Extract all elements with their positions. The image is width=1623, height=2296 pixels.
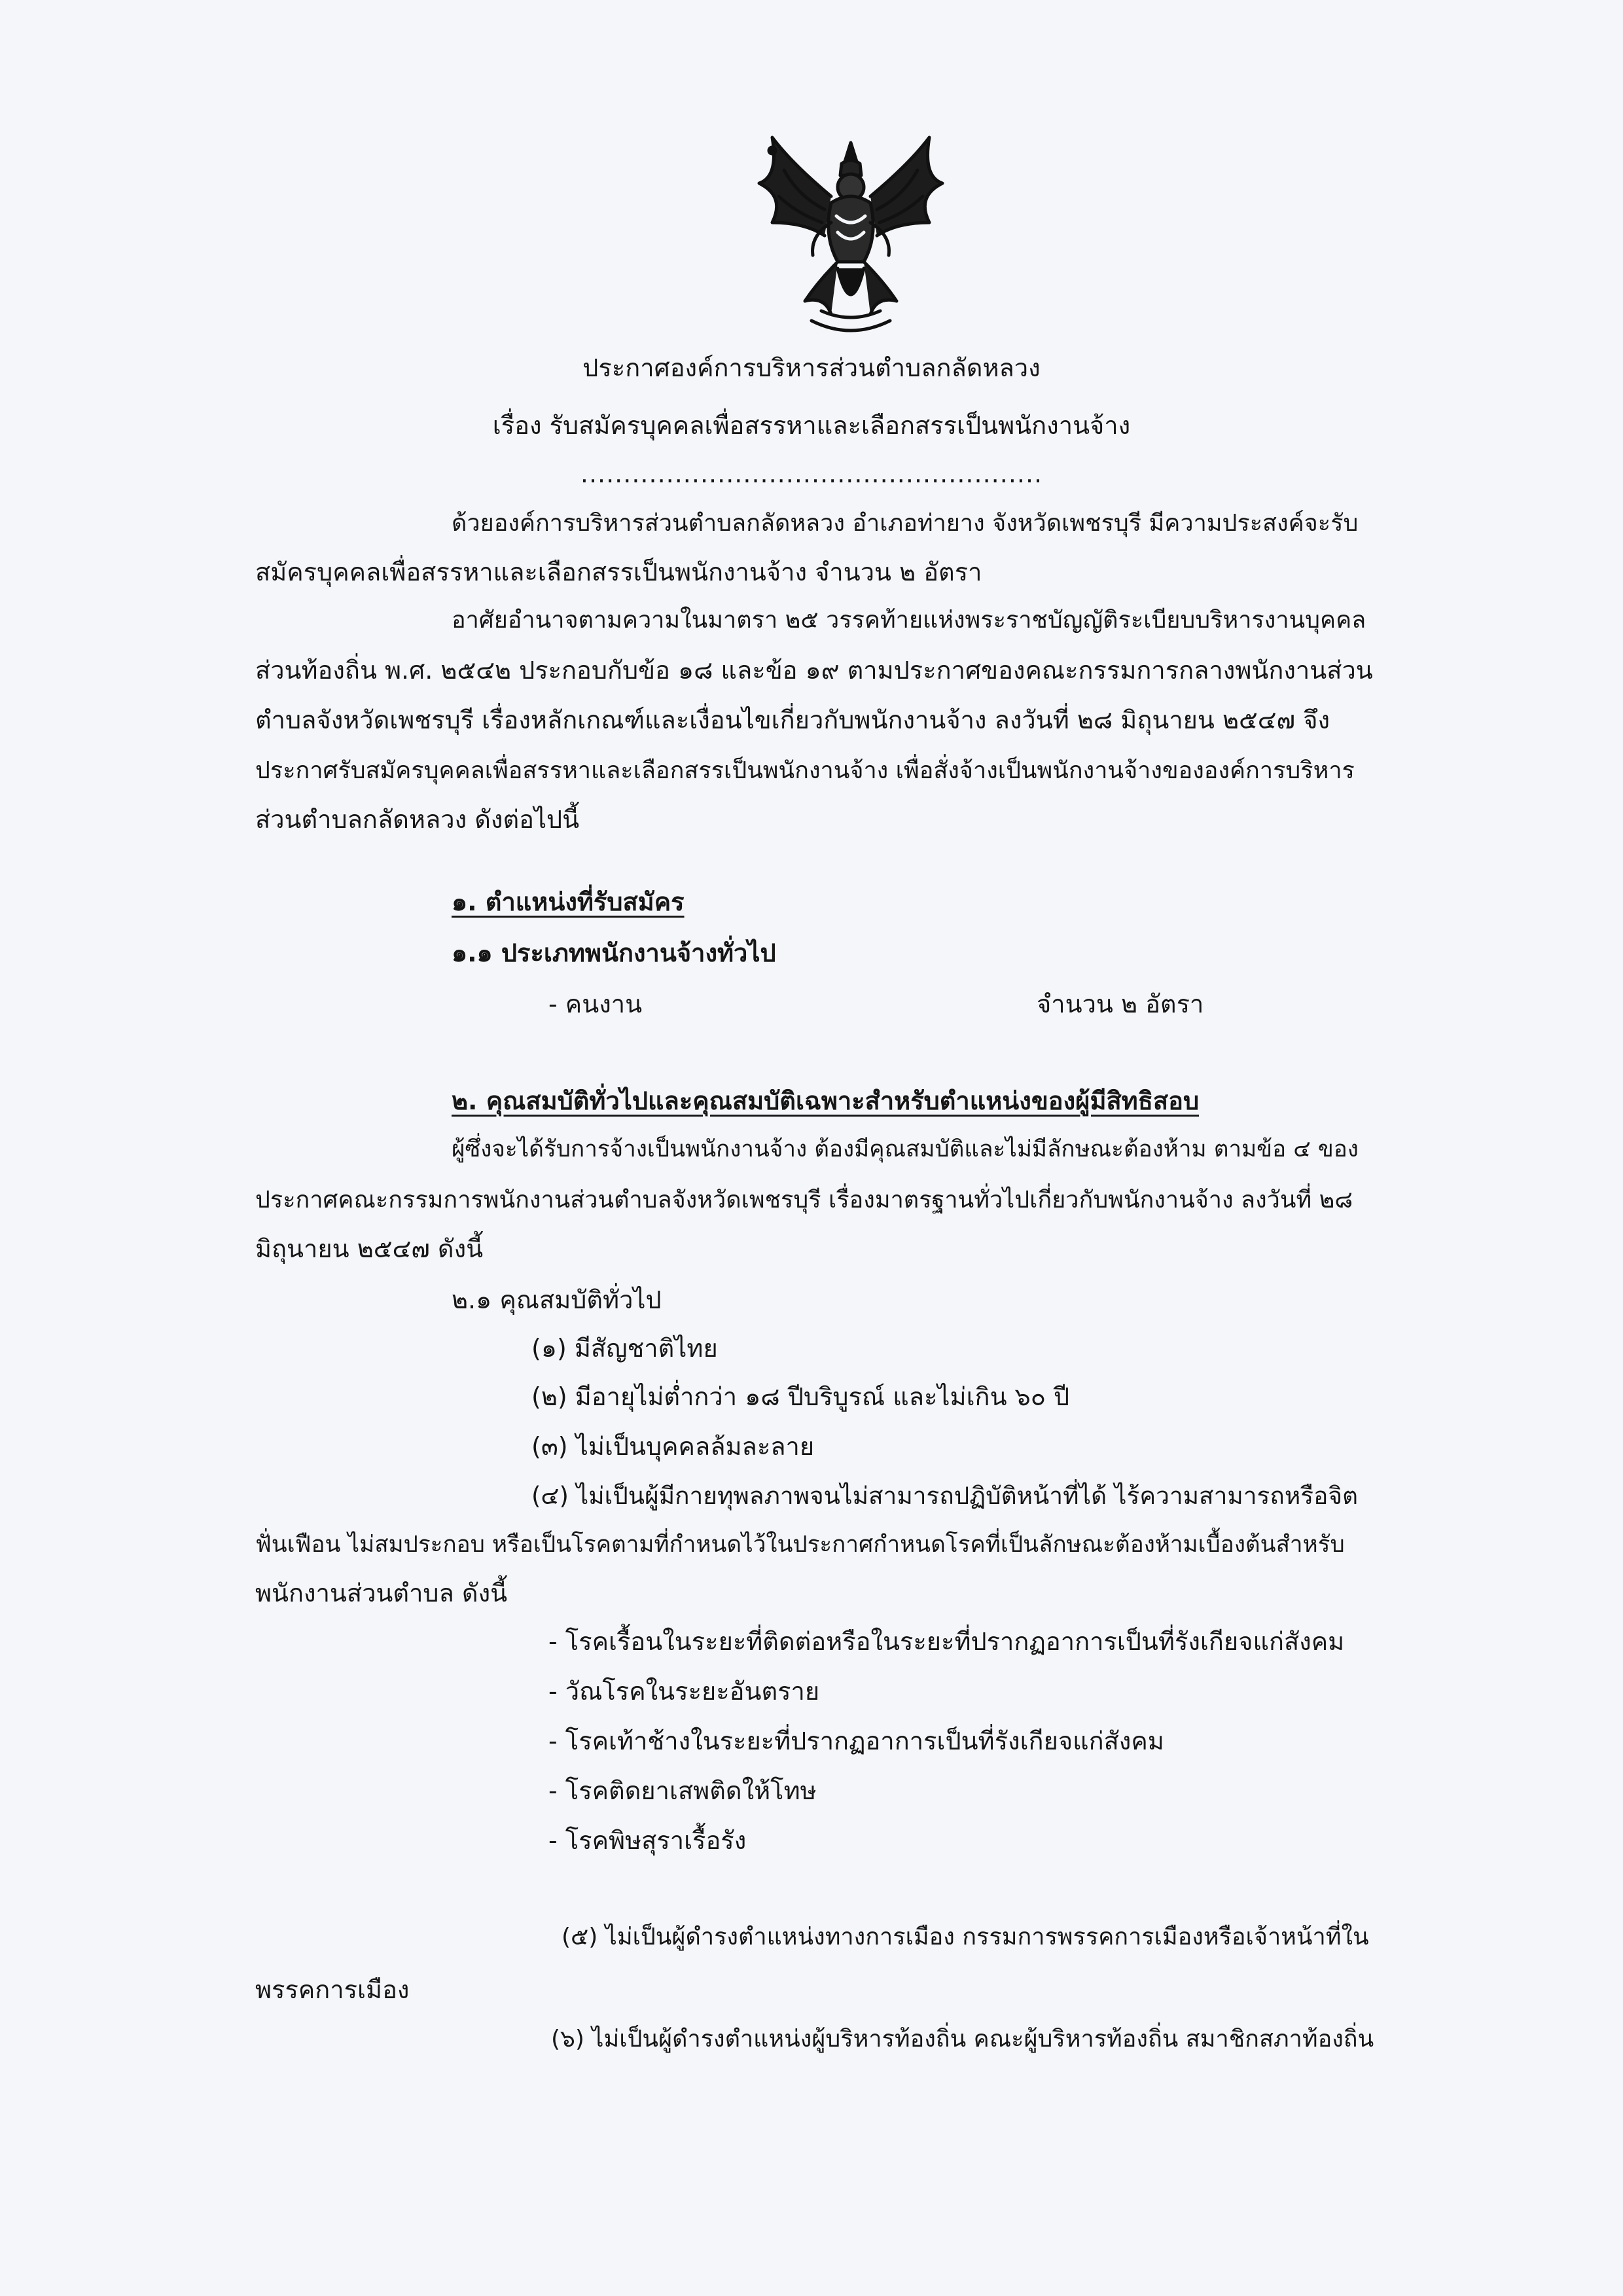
- section-2-intro-line-2: ประกาศคณะกรรมการพนักงานส่วนตำบลจังหวัดเพชรบุรี เรื่องมาตรฐานทั่วไปเกี่ยวกับพนักงานจ้าง ลงวันที่ ๒๘: [255, 1187, 1353, 1213]
- qualification-4-line-3: พนักงานส่วนตำบล ดังนี้: [255, 1579, 508, 1607]
- header-separator: ......................................................: [580, 459, 1043, 488]
- qualification-3: (๓) ไม่เป็นบุคคลล้มละลาย: [531, 1432, 815, 1461]
- position-count: จำนวน ๒ อัตรา: [1037, 990, 1204, 1018]
- qualification-4-line-1: (๔) ไม่เป็นผู้มีกายทุพลภาพจนไม่สามารถปฏิบัติหน้าที่ได้ ไร้ความสามารถหรือจิต: [531, 1482, 1359, 1510]
- announcement-title: ประกาศองค์การบริหารส่วนตำบลกลัดหลวง: [582, 353, 1041, 382]
- qualification-6-line-1: (๖) ไม่เป็นผู้ดำรงตำแหน่งผู้บริหารท้องถิ่น คณะผู้บริหารท้องถิ่น สมาชิกสภาท้องถิ่น: [551, 2026, 1374, 2053]
- announcement-subject: เรื่อง รับสมัครบุคคลเพื่อสรรหาและเลือกสรรเป็นพนักงานจ้าง: [492, 411, 1131, 440]
- intro-paragraph-2-line-4: ประกาศรับสมัครบุคคลเพื่อสรรหาและเลือกสรรเป็นพนักงานจ้าง เพื่อสั่งจ้างเป็นพนักงานจ้างขององค์การบริหาร: [255, 757, 1355, 784]
- qualification-5-line-1: (๕) ไม่เป็นผู้ดำรงตำแหน่งทางการเมือง กรรมการพรรคการเมืองหรือเจ้าหน้าที่ใน: [562, 1924, 1369, 1950]
- intro-paragraph-1-line-1: ด้วยองค์การบริหารส่วนตำบลกลัดหลวง อำเภอท่ายาง จังหวัดเพชรบุรี มีความประสงค์จะรับ: [452, 510, 1359, 537]
- section-2-title: ๒. คุณสมบัติทั่วไปและคุณสมบัติเฉพาะสำหรับตำแหน่งของผู้มีสิทธิสอบ: [452, 1086, 1200, 1115]
- position-name: - คนงาน: [548, 990, 643, 1018]
- section-2-intro-line-1: ผู้ซึ่งจะได้รับการจ้างเป็นพนักงานจ้าง ต้องมีคุณสมบัติและไม่มีลักษณะต้องห้าม ตามข้อ ๔ ของ: [452, 1136, 1359, 1162]
- intro-paragraph-2-line-2: ส่วนท้องถิ่น พ.ศ. ๒๕๔๒ ประกอบกับข้อ ๑๘ และข้อ ๑๙ ตามประกาศของคณะกรรมการกลางพนักงานส่วน: [255, 656, 1373, 685]
- disease-item: - โรคติดยาเสพติดให้โทษ: [548, 1776, 817, 1805]
- garuda-emblem-icon: [733, 124, 969, 347]
- section-2-intro-line-3: มิถุนายน ๒๕๔๗ ดังนี้: [255, 1234, 484, 1263]
- disease-item: - โรคเท้าช้างในระยะที่ปรากฏอาการเป็นที่รังเกียจแก่สังคม: [548, 1727, 1164, 1755]
- intro-paragraph-2-line-5: ส่วนตำบลกลัดหลวง ดังต่อไปนี้: [255, 805, 580, 834]
- qualification-4-line-2: ฟั่นเฟือน ไม่สมประกอบ หรือเป็นโรคตามที่กำหนดไว้ในประกาศกำหนดโรคที่เป็นลักษณะต้องห้ามเบื้องต้นสำหรับ: [255, 1532, 1345, 1558]
- qualification-2: (๒) มีอายุไม่ต่ำกว่า ๑๘ ปีบริบูรณ์ และไม่เกิน ๖๐ ปี: [531, 1382, 1070, 1411]
- intro-paragraph-2-line-1: อาศัยอำนาจตามความในมาตรา ๒๕ วรรคท้ายแห่งพระราชบัญญัติระเบียบบริหารงานบุคคล: [452, 607, 1366, 634]
- disease-item: - โรคพิษสุราเรื้อรัง: [548, 1826, 747, 1855]
- intro-paragraph-2-line-3: ตำบลจังหวัดเพชรบุรี เรื่องหลักเกณฑ์และเงื่อนไขเกี่ยวกับพนักงานจ้าง ลงวันที่ ๒๘ มิถุนายน ๒๕๔๗ จึง: [255, 706, 1330, 734]
- section-1-title: ๑. ตำแหน่งที่รับสมัคร: [452, 888, 685, 916]
- disease-item: - โรคเรื้อนในระยะที่ติดต่อหรือในระยะที่ปรากฏอาการเป็นที่รังเกียจแก่สังคม: [548, 1627, 1345, 1656]
- section-1-1-title: ๑.๑ ประเภทพนักงานจ้างทั่วไป: [452, 939, 776, 967]
- qualification-1: (๑) มีสัญชาติไทย: [531, 1334, 718, 1363]
- disease-item: - วัณโรคในระยะอันตราย: [548, 1677, 820, 1706]
- intro-paragraph-1-line-2: สมัครบุคคลเพื่อสรรหาและเลือกสรรเป็นพนักงานจ้าง จำนวน ๒ อัตรา: [255, 558, 982, 586]
- general-qualifications-title: ๒.๑ คุณสมบัติทั่วไป: [452, 1285, 662, 1314]
- qualification-5-line-2: พรรคการเมือง: [255, 1975, 410, 2004]
